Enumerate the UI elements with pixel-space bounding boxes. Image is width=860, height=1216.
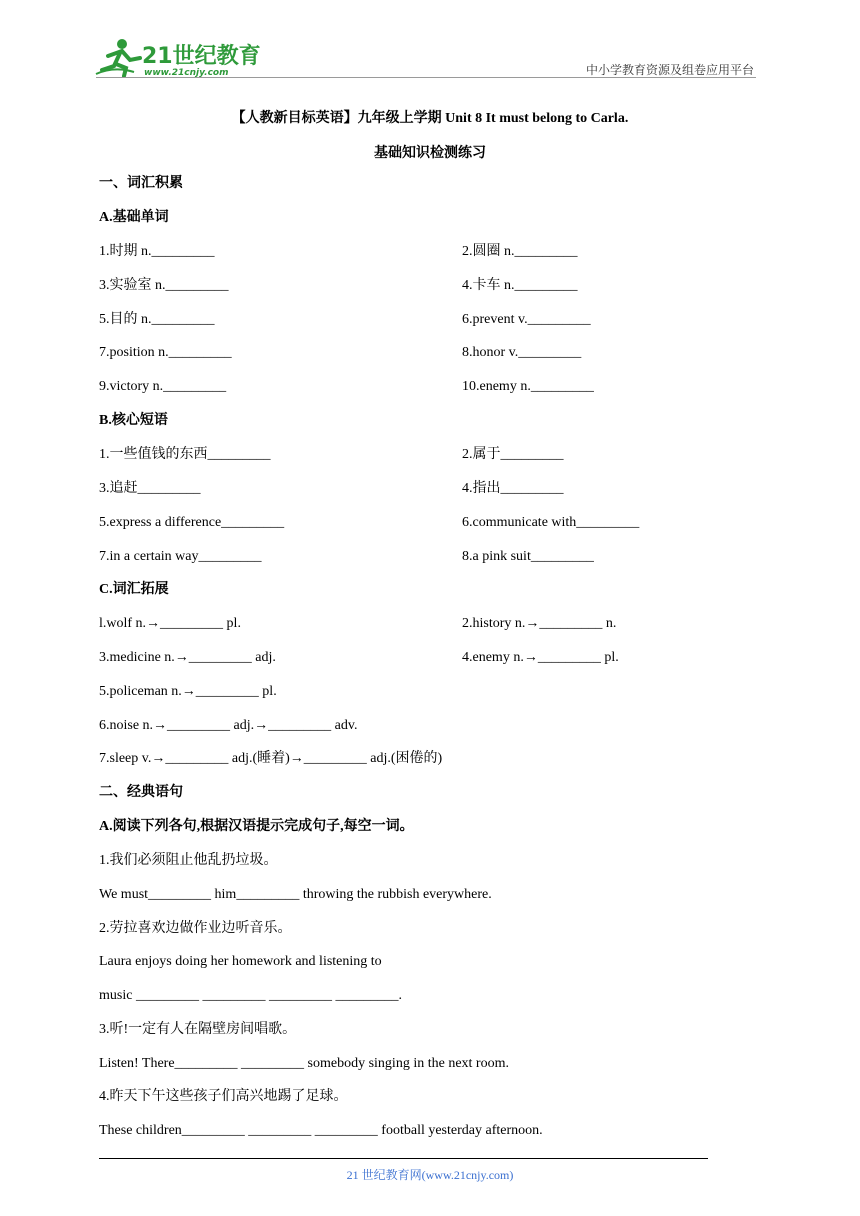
exercise-item: 8.honor v._________ <box>462 345 582 360</box>
exercise-item: 2.圆圈 n._________ <box>462 244 578 259</box>
exercise-item: 3.实验室 n._________ <box>99 278 229 293</box>
exercise-item: 1.时期 n._________ <box>99 244 215 259</box>
exercise-item: 3.medicine n.→_________ adj. <box>99 650 276 665</box>
exercise-item: l.wolf n.→_________ pl. <box>99 616 241 631</box>
exercise-item: 5.express a difference_________ <box>99 515 285 530</box>
exercise-item: 7.in a certain way_________ <box>99 549 262 564</box>
exercise-item: 9.victory n._________ <box>99 379 227 394</box>
header-platform-text: 中小学教育资源及组卷应用平台 <box>585 63 754 77</box>
sentence-blank: Laura enjoys doing her homework and listening to <box>99 954 382 969</box>
exercise-item: 5.目的 n._________ <box>99 312 215 327</box>
exercise-item: 3.追赶_________ <box>99 481 201 496</box>
footer-divider <box>99 1158 708 1159</box>
sentence-prompt: 1.我们必须阻止他乱扔垃圾。 <box>99 853 278 868</box>
subsection-heading-basic-words: A.基础单词 <box>99 210 169 225</box>
sentence-blank: We must_________ him_________ throwing the rubbish everywhere. <box>99 887 492 902</box>
exercise-item: 6.prevent v._________ <box>462 312 591 327</box>
exercise-item: 4.指出_________ <box>462 481 564 496</box>
sentence-prompt: 3.听!一定有人在隔壁房间唱歌。 <box>99 1022 297 1037</box>
runner-icon <box>96 39 140 76</box>
sentence-blank: music _________ _________ _________ _________. <box>99 988 402 1003</box>
sentence-blank: Listen! There_________ _________ somebody singing in the next room. <box>99 1056 509 1071</box>
sentence-prompt: 2.劳拉喜欢边做作业边听音乐。 <box>99 921 292 936</box>
exercise-item: 2.history n.→_________ n. <box>462 616 617 631</box>
document-title: 【人教新目标英语】九年级上学期 Unit 8 It must belong to Carla. <box>231 111 629 126</box>
document-subtitle: 基础知识检测练习 <box>374 146 486 161</box>
logo-text: 21世纪教育 <box>142 44 261 69</box>
exercise-item: 8.a pink suit_________ <box>462 549 594 564</box>
exercise-item: 1.一些值钱的东西_________ <box>99 447 271 462</box>
header-divider <box>96 77 756 78</box>
subsection-heading-word-expansion: C.词汇拓展 <box>99 582 169 597</box>
exercise-item: 4.卡车 n._________ <box>462 278 578 293</box>
sentence-blank: These children_________ _________ _________ football yesterday afternoon. <box>99 1123 543 1138</box>
subsection-heading-sentence-completion: A.阅读下列各句,根据汉语提示完成句子,每空一词。 <box>99 819 414 834</box>
sentence-prompt: 4.昨天下午这些孩子们高兴地踢了足球。 <box>99 1089 348 1104</box>
exercise-item: 10.enemy n._________ <box>462 379 594 394</box>
exercise-item: 7.sleep v.→_________ adj.(睡着)→_________ adj.(困倦的) <box>99 751 443 766</box>
logo-url: www.21cnjy.com <box>144 68 229 78</box>
exercise-item: 6.noise n.→_________ adj.→_________ adv. <box>99 718 358 733</box>
exercise-item: 5.policeman n.→_________ pl. <box>99 684 277 699</box>
section-heading-vocabulary: 一、词汇积累 <box>99 176 183 191</box>
exercise-item: 7.position n._________ <box>99 345 232 360</box>
exercise-item: 4.enemy n.→_________ pl. <box>462 650 619 665</box>
section-heading-sentences: 二、经典语句 <box>99 785 183 800</box>
exercise-item: 6.communicate with_________ <box>462 515 640 530</box>
exercise-item: 2.属于_________ <box>462 447 564 462</box>
subsection-heading-phrases: B.核心短语 <box>99 413 168 428</box>
site-logo <box>94 36 264 80</box>
footer-text: 21 世纪教育网(www.21cnjy.com) <box>346 1168 514 1182</box>
